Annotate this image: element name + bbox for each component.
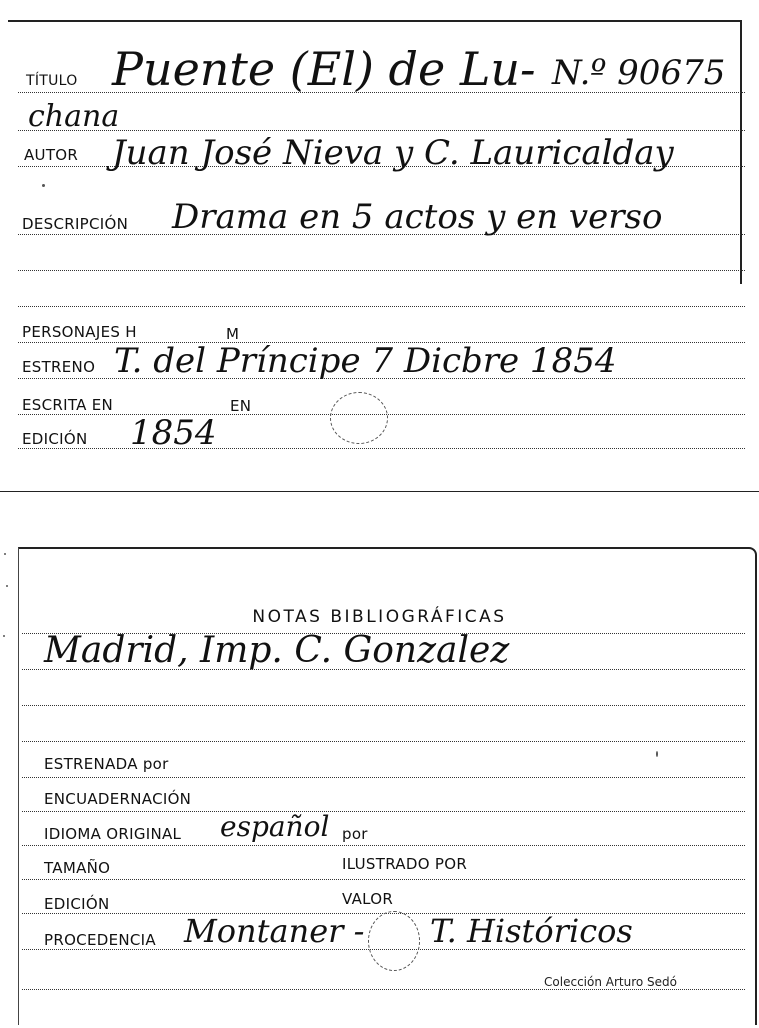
value-titulo-cont: chana: [28, 99, 120, 134]
value-titulo: Puente (El) de Lu-: [112, 42, 536, 96]
rule: [18, 130, 745, 131]
label-en: EN: [230, 397, 252, 415]
label-ilustrado-por: ILUSTRADO POR: [342, 855, 468, 873]
card-edge: [0, 491, 759, 492]
label-valor: VALOR: [342, 890, 394, 908]
label-edicion: EDICIÓN: [22, 430, 88, 448]
value-autor: Juan José Nieva y C. Lauricalday: [112, 133, 674, 173]
label-edicion-back: EDICIÓN: [44, 895, 110, 913]
value-idioma-original: español: [220, 810, 330, 843]
ink-speck: [3, 635, 5, 637]
label-tamano: TAMAÑO: [44, 859, 111, 877]
notes-heading: NOTAS BIBLIOGRÁFICAS: [252, 607, 507, 627]
rule: [22, 845, 745, 846]
rule: [22, 741, 745, 742]
ink-speck: [6, 585, 8, 587]
value-estreno: T. del Príncipe 7 Dicbre 1854: [114, 341, 617, 381]
value-edicion: 1854: [130, 413, 217, 453]
value-procedencia-tail: T. Históricos: [430, 912, 633, 950]
ink-speck: [4, 553, 6, 555]
label-estrenada-por: ESTRENADA por: [44, 755, 169, 773]
label-idioma-original: IDIOMA ORIGINAL: [44, 825, 182, 843]
value-procedencia: Montaner -: [184, 912, 365, 950]
collection-footer: Colección Arturo Sedó: [544, 975, 677, 989]
label-personajes-m: M: [226, 325, 240, 343]
label-autor: AUTOR: [24, 146, 79, 164]
value-descripcion: Drama en 5 actos y en verso: [172, 197, 663, 237]
catalog-card-back: [0, 545, 759, 1028]
value-notes: Madrid, Imp. C. Gonzalez: [44, 630, 510, 671]
label-titulo: TÍTULO: [26, 73, 78, 89]
rule: [22, 705, 745, 706]
rule: [22, 879, 745, 880]
label-encuadernacion: ENCUADERNACIÓN: [44, 790, 192, 808]
rule: [18, 448, 745, 449]
label-descripcion: DESCRIPCIÓN: [22, 215, 129, 233]
label-personajes-h: PERSONAJES H: [22, 323, 137, 341]
rule: [22, 777, 745, 778]
label-idioma-por: por: [342, 825, 368, 843]
rule: [22, 989, 745, 990]
stamp-mark: [330, 392, 388, 444]
rule: [22, 811, 745, 812]
value-numero: N.º 90675: [552, 53, 726, 93]
rule: [18, 270, 745, 271]
label-procedencia: PROCEDENCIA: [44, 931, 156, 949]
rule: [18, 306, 745, 307]
stamp-mark: [368, 911, 420, 971]
label-estreno: ESTRENO: [22, 358, 96, 376]
label-escrita-en: ESCRITA EN: [22, 396, 114, 414]
ink-speck: [656, 751, 658, 757]
catalog-card-front: [0, 0, 759, 492]
ink-speck: [42, 184, 45, 187]
